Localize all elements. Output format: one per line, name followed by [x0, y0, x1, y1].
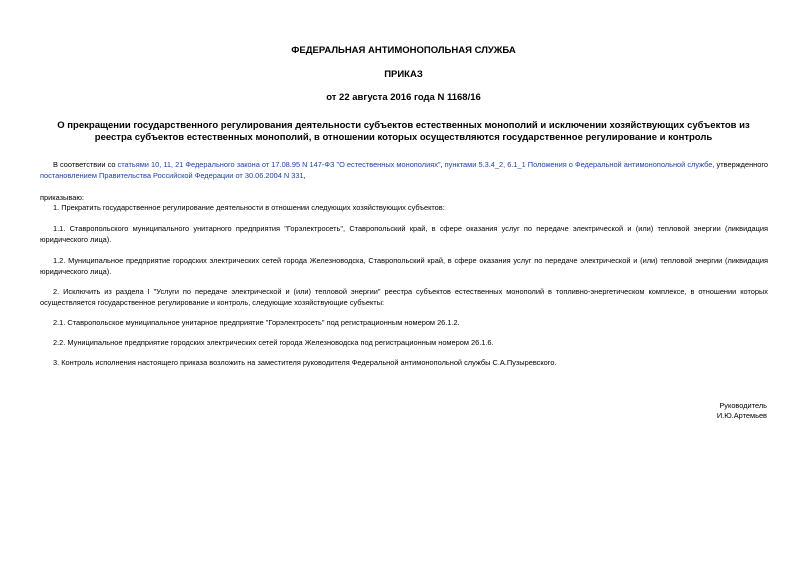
preamble-text-4: , [303, 170, 306, 180]
preamble-text-1: В соответствии со [53, 160, 118, 169]
preamble-paragraph [40, 160, 768, 181]
item-2-1: 2.1. Ставропольское муниципальное унитарное предприятие "Горэлектросеть" под регистрационным номером 26.1.2. [53, 318, 460, 327]
item-2-2: 2.2. Муниципальное предприятие городских электрических сетей города Железноводска под регистрационным номером 26.1.6. [53, 338, 494, 347]
item-1-2: 1.2. Муниципальное предприятие городских электрических сетей города Железноводска, Ставропольский край, в сфере оказания услуг по передаче электрической и (или) тепловой энергии (ликвидация юридического лица). [40, 256, 768, 276]
item-3: 3. Контроль исполнения настоящего приказа возложить на заместителя руководителя Федеральной антимонопольной службы С.А.Пузыревского. [53, 358, 557, 367]
signature-block [717, 401, 767, 421]
law-articles-link[interactable]: статьями 10, 11, 21 Федерального закона от 17.08.95 N 147-ФЗ "О естественных монополиях" [117, 160, 441, 169]
document-title: О прекращении государственного регулирования деятельности субъектов естественных монополий и исключении хозяйствующих субъектов из реестра субъектов естественных монополий, в отношении которых осуществляются государственное регулирование и контроль [57, 120, 750, 143]
item-1: 1. Прекратить государственное регулирование деятельности в отношении следующих хозяйствующих субъектов: [53, 203, 445, 212]
document-date-number: от 22 августа 2016 года N 1168/16 [326, 92, 481, 103]
signer-position: Руководитель [719, 401, 767, 410]
preamble-text-3: , утвержденного [712, 160, 768, 169]
agency-name: ФЕДЕРАЛЬНАЯ АНТИМОНОПОЛЬНАЯ СЛУЖБА [291, 45, 516, 56]
item-1-1: 1.1. Ставропольского муниципального унитарного предприятия "Горэлектросеть", Ставропольский край, в сфере оказания услуг по передаче электрической и (или) тепловой энергии (ликвидация юридического лица). [40, 224, 768, 244]
document-type: ПРИКАЗ [384, 69, 423, 80]
order-word: приказываю: [40, 193, 84, 202]
government-decree-link[interactable]: постановлением Правительства Российской Федерации от 30.06.2004 N 331 [40, 170, 304, 180]
regulation-points-link[interactable]: пунктами 5.3.4_2, 6.1_1 Положения о Федеральной антимонопольной службе [444, 160, 713, 169]
signer-name: И.Ю.Артемьев [716, 411, 767, 420]
item-2: 2. Исключить из раздела I "Услуги по передаче электрической и (или) тепловой энергии" реестра субъектов естественных монополий в топливно-энергетическом комплексе, в отношении которых осуществляется государственное регулирование и контроль, следующие хозяйствующие субъекты: [40, 287, 768, 307]
preamble-text-2: , [440, 160, 445, 169]
